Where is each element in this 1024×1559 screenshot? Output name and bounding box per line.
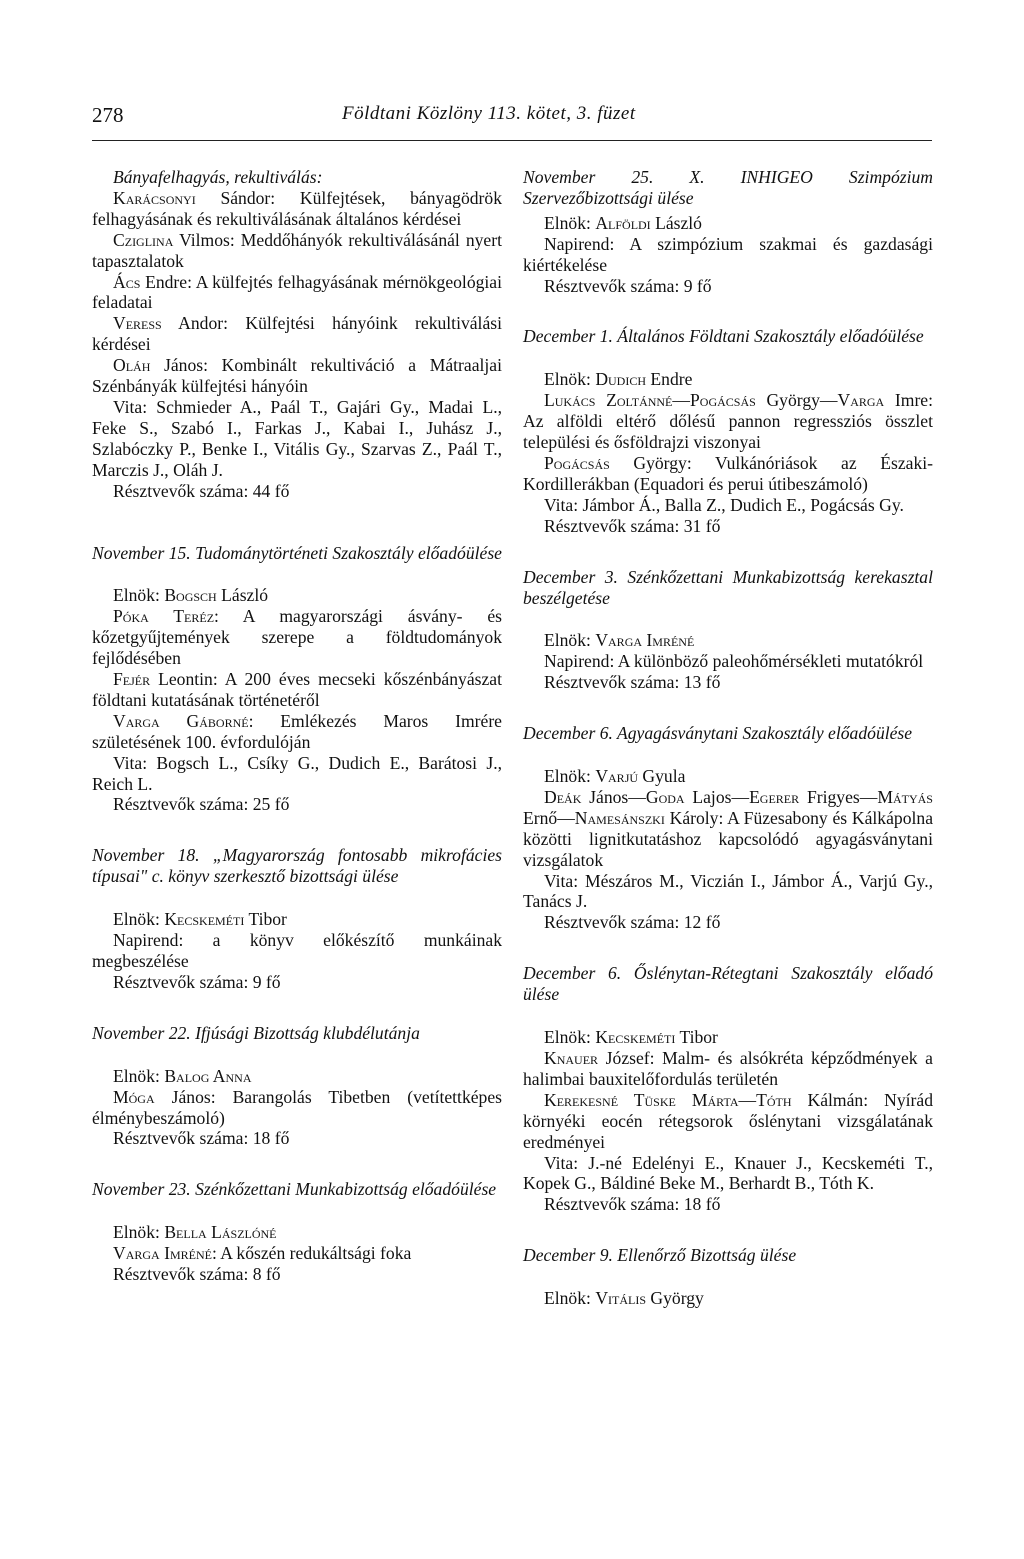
lecture-entry: Oláh János: Kombinált rekultiváció a Mátraaljai Szénbányák külfejtési hányóin — [92, 355, 502, 397]
participants: Résztvevők száma: 18 fő — [544, 1194, 721, 1215]
section-banyafelhagyas — [92, 167, 502, 502]
discussion: Vita: Bogsch L., Csíky G., Dudich E., Barátosi J., Reich L. — [92, 752, 502, 794]
section-dec9 — [523, 1245, 933, 1309]
section-dec3 — [523, 567, 933, 694]
lecture-entry: Kerekesné Tüske Márta—Tóth Kálmán: Nyírád környéki eocén rétegsorok őslénytani vizsgálatának eredményei — [523, 1089, 933, 1152]
chair: Elnök: Alföldi László — [544, 212, 702, 233]
participants: Résztvevők száma: 44 fő — [113, 480, 290, 501]
section-heading: November 25. X. INHIGEO Szimpózium Szervezőbizottsági ülése — [523, 167, 933, 208]
chair: Elnök: Varga Imréné — [544, 630, 695, 651]
lecture-entry: Deák János—Goda Lajos—Egerer Frigyes—Mátyás Ernő—Namesánszki Károly: A Füzesabony és Kálkápolna közötti lignitkutatáshoz kapcsolódó agyagásványtani vizsgálatok — [523, 786, 933, 870]
section-heading: December 6. Agyagásványtani Szakosztály előadóülése — [523, 723, 913, 744]
lecture-entry: Karácsonyi Sándor: Külfejtések, bányagödrök felhagyásának és rekultiválásának általános kérdései — [92, 187, 502, 229]
chair: Elnök: Kecskeméti Tibor — [113, 909, 287, 930]
lecture-entry: Pogácsás György: Vulkánóriások az Északi-Kordillerákban (Equadori és perui útibeszámoló) — [523, 452, 933, 494]
participants: Résztvevők száma: 12 fő — [544, 912, 721, 933]
lecture-entry: Ács Endre: A külfejtés felhagyásának mérnökgeológiai feladatai — [92, 271, 502, 313]
chair: Elnök: Dudich Endre — [544, 369, 693, 390]
section-heading: December 1. Általános Földtani Szakosztály előadóülése — [523, 326, 924, 347]
participants: Résztvevők száma: 31 fő — [544, 515, 721, 536]
section-heading: Bányafelhagyás, rekultiválás: — [113, 167, 323, 187]
participants: Résztvevők száma: 13 fő — [544, 672, 721, 693]
participants: Résztvevők száma: 25 fő — [113, 794, 290, 815]
page-number: 278 — [92, 103, 124, 127]
agenda: Napirend: A különböző paleohőmérsékleti mutatókról — [544, 651, 924, 672]
lecture-entry: Fejér Leontin: A 200 éves mecseki kőszénbányászat földtani kutatásának történetéről — [92, 669, 502, 710]
page-header — [92, 103, 932, 135]
section-heading: December 3. Szénkőzettani Munkabizottság kerekasztal beszélgetése — [523, 566, 933, 608]
discussion: Vita: Jámbor Á., Balla Z., Dudich E., Pogácsás Gy. — [544, 494, 904, 515]
section-heading: December 9. Ellenőrző Bizottság ülése — [523, 1245, 797, 1266]
participants: Résztvevők száma: 9 fő — [544, 275, 712, 296]
lecture-entry: Varga Gáborné: Emlékezés Maros Imrére születésének 100. évfordulóján — [92, 710, 502, 752]
chair: Elnök: Varjú Gyula — [544, 766, 686, 787]
chair: Elnök: Kecskeméti Tibor — [544, 1027, 718, 1048]
section-heading: November 22. Ifjúsági Bizottság klubdélutánja — [92, 1022, 420, 1043]
section-nov25 — [523, 167, 933, 296]
lecture-entry: Cziglina Vilmos: Meddőhányók rekultiválásánál nyert tapasztalatok — [92, 229, 502, 271]
section-heading: November 15. Tudománytörténeti Szakosztály előadóülése — [92, 542, 502, 563]
section-heading: November 18. „Magyarország fontosabb mikrofácies típusai" c. könyv szerkesztő bizottsági ülése — [92, 845, 502, 887]
section-nov23 — [92, 1179, 502, 1285]
lecture-entry: Varga Imréné: A kőszén redukáltsági foka — [113, 1243, 412, 1264]
lecture-entry: Móga János: Barangolás Tibetben (vetítettképes élménybeszámoló) — [92, 1086, 502, 1128]
discussion: Vita: Schmieder A., Paál T., Gajári Gy., Madai L., Feke S., Szabó I., Farkas J., Kabai I., Juhász J., Szlabóczky P., Benke I., Vitális Gy., Szarvas Z., Paál T., Marczis J., Oláh J. — [92, 396, 502, 480]
agenda: Napirend: A szimpózium szakmai és gazdasági kiértékelése — [523, 233, 933, 275]
section-nov18 — [92, 845, 502, 992]
section-nov15 — [92, 543, 502, 816]
journal-title: Földtani Közlöny 113. kötet, 3. füzet — [342, 103, 636, 124]
section-dec1 — [523, 326, 933, 536]
section-nov22 — [92, 1023, 502, 1150]
participants: Résztvevők száma: 18 fő — [113, 1128, 290, 1149]
header-rule — [92, 140, 932, 141]
participants: Résztvevők száma: 8 fő — [113, 1264, 281, 1285]
lecture-entry: Póka Teréz: A magyarországi ásvány- és kőzetgyűjtemények szerepe a földtudományok fejlődésében — [92, 606, 502, 669]
left-column — [92, 167, 502, 1285]
lecture-entry: Knauer József: Malm- és alsókréta képződmények a halimbai bauxitelőfordulás területén — [523, 1048, 933, 1089]
right-column — [523, 167, 933, 1309]
discussion: Vita: J.-né Edelényi E., Knauer J., Kecskeméti T., Kopek G., Báldiné Beke M., Berhardt B., Tóth K. — [523, 1152, 933, 1194]
lecture-entry: Lukács Zoltánné—Pogácsás György—Varga Imre: Az alföldi eltérő dőlésű pannon regressziós összlet települési és ősföldrajzi viszonyai — [523, 390, 934, 453]
participants: Résztvevők száma: 9 fő — [113, 971, 281, 992]
section-heading: November 23. Szénkőzettani Munkabizottság előadóülése — [92, 1179, 497, 1200]
chair: Elnök: Bogsch László — [113, 585, 269, 606]
chair: Elnök: Vitális György — [544, 1288, 704, 1309]
discussion: Vita: Mészáros M., Viczián I., Jámbor Á., Varjú Gy., Tanács J. — [523, 870, 933, 912]
section-dec6-agyag — [523, 723, 933, 933]
section-dec6-osleny — [523, 963, 933, 1215]
lecture-entry: Veress Andor: Külfejtési hányóink rekultiválási kérdései — [92, 313, 502, 355]
agenda: Napirend: a könyv előkészítő munkáinak megbeszélése — [92, 930, 502, 971]
section-heading: December 6. Őslénytan-Rétegtani Szakosztály előadó ülése — [523, 963, 933, 1005]
chair: Elnök: Bella Lászlóné — [113, 1222, 277, 1243]
chair: Elnök: Balog Anna — [113, 1065, 252, 1086]
